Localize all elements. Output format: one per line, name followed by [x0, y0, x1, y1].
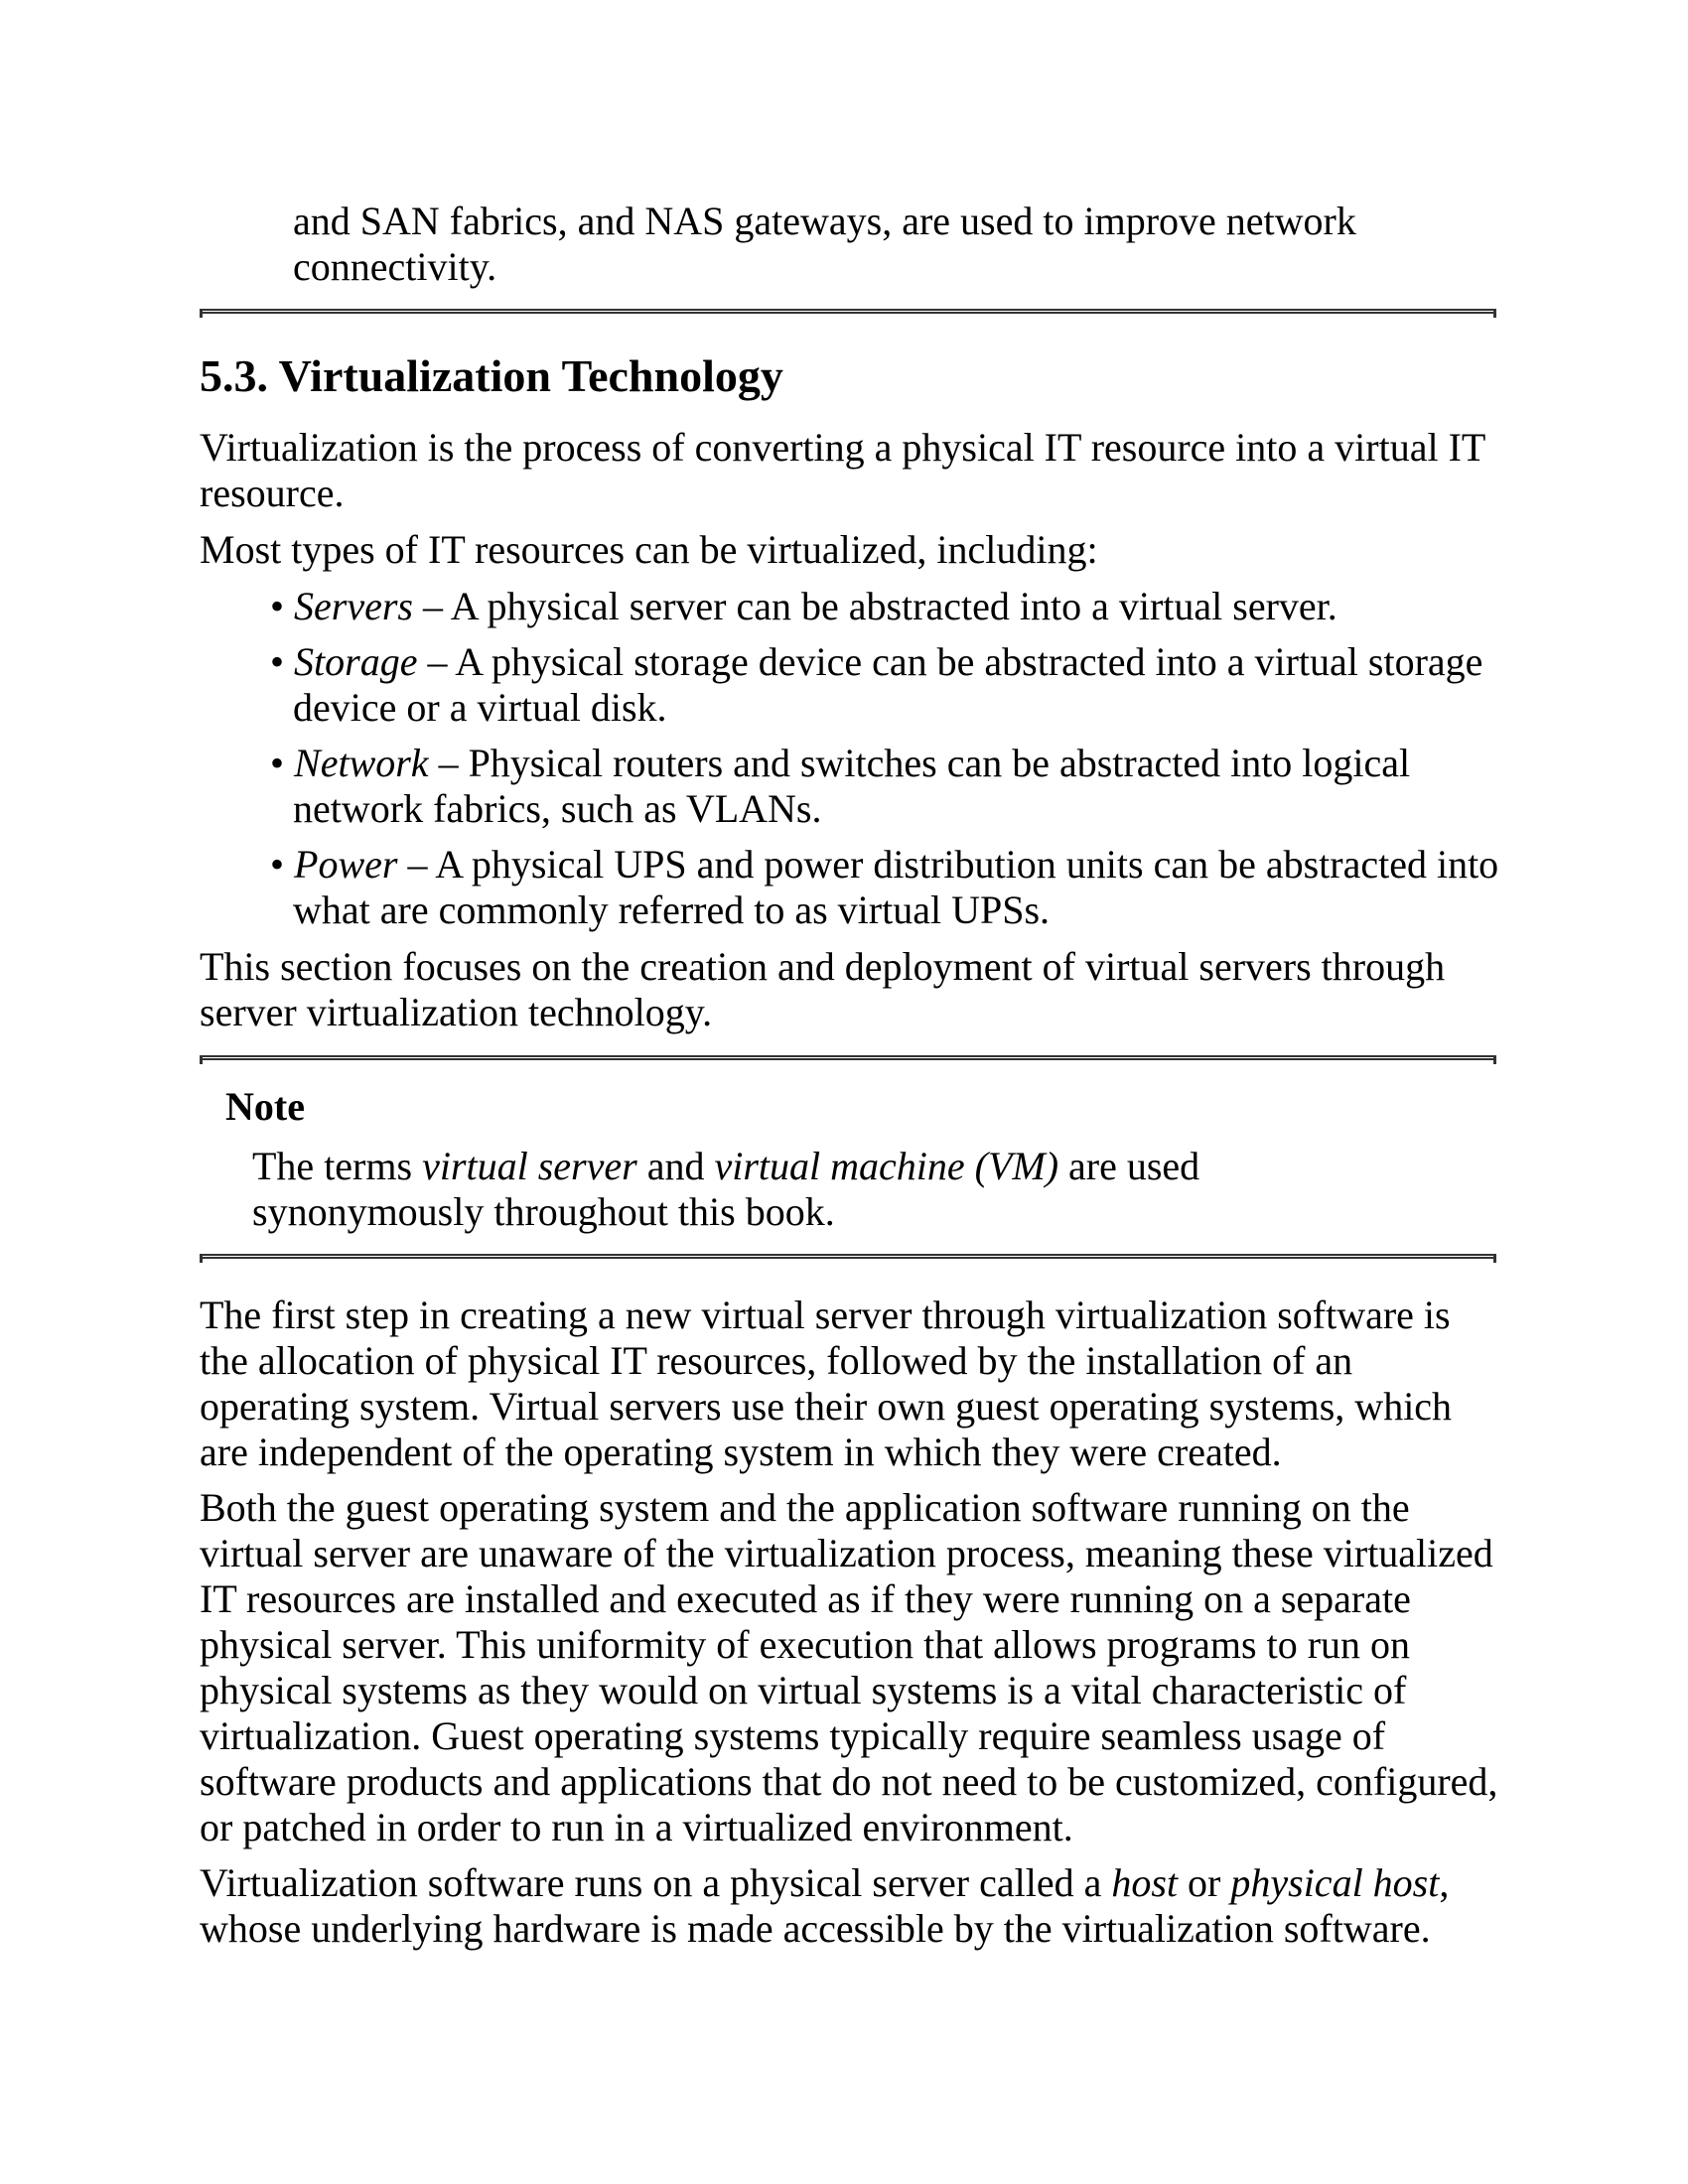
- host-paragraph: [200, 1860, 1500, 1952]
- section-heading: 5.3. Virtualization Technology: [200, 350, 783, 401]
- list-item: [270, 639, 1501, 731]
- section-focus-paragraph: This section focuses on the creation and deployment of virtual servers through server virtualization technology.: [200, 944, 1446, 1034]
- list-intro: Most types of IT resources can be virtualized, including:: [200, 527, 1098, 572]
- bullet-text: – Physical routers and switches can be abstracted into logical network fabrics, such as VLANs.: [293, 741, 1411, 831]
- note-body: [252, 1144, 1295, 1235]
- bullet-text: – A physical storage device can be abstracted into a virtual storage device or a virtual disk.: [293, 639, 1483, 730]
- host-text: Virtualization software runs on a physical server called a: [200, 1860, 1112, 1905]
- guest-os-paragraph: Both the guest operating system and the application software running on the virtual server are unaware of the virtualization process, meaning these virtualized IT resources are installed and executed as if they were running on a separate physical server. This uniformity of execution that allows programs to run on physical systems as they would on virtual systems is a vital characteristic of virtualization. Guest operating systems typically require seamless usage of software products and applications that do not need to be customized, configured, or patched in order to run in a virtualized environment.: [200, 1485, 1498, 1849]
- first-step-paragraph: The first step in creating a new virtual server through virtualization software is the allocation of physical IT resources, followed by the installation of an operating system. Virtual servers use their own guest operating systems, which are independent of the operating system in which they were created.: [200, 1293, 1453, 1474]
- note-text: are used synonymously throughout this book.: [252, 1144, 1200, 1234]
- bullet-marker: •: [270, 584, 285, 628]
- bullet-text: – A physical UPS and power distribution units can be abstracted into what are commonly referred to as virtual UPSs.: [293, 842, 1499, 932]
- bullet-marker: •: [270, 842, 285, 887]
- bullet-term: Storage: [294, 639, 418, 684]
- bullet-term: Power: [294, 842, 398, 887]
- bullet-term: Network: [294, 741, 429, 785]
- note-term: virtual machine (VM): [714, 1144, 1059, 1188]
- host-text: , whose underlying hardware is made accessible by the virtualization software.: [200, 1860, 1450, 1951]
- note-title: Note: [225, 1084, 305, 1129]
- bullet-marker: •: [270, 639, 285, 684]
- note-bottom-divider: [200, 1254, 1496, 1259]
- host-term: physical host: [1230, 1860, 1440, 1905]
- note-text: and: [636, 1144, 715, 1188]
- bullet-list: [270, 584, 1501, 943]
- bullet-marker: •: [270, 741, 285, 785]
- list-item: [270, 741, 1501, 832]
- host-term: host: [1111, 1860, 1179, 1905]
- note-text: The terms: [252, 1144, 423, 1188]
- list-item: [270, 584, 1501, 629]
- intro-paragraph: Virtualization is the process of converting a physical IT resource into a virtual IT resource.: [200, 425, 1485, 515]
- host-text: or: [1178, 1860, 1231, 1905]
- bullet-text: – A physical server can be abstracted into a virtual server.: [412, 584, 1337, 628]
- bullet-term: Servers: [294, 584, 413, 628]
- continuation-text: and SAN fabrics, and NAS gateways, are used to improve network connectivity.: [293, 199, 1356, 289]
- list-item: [270, 842, 1501, 933]
- note-term: virtual server: [422, 1144, 637, 1188]
- section-divider: [200, 309, 1496, 314]
- note-top-divider: [200, 1055, 1496, 1060]
